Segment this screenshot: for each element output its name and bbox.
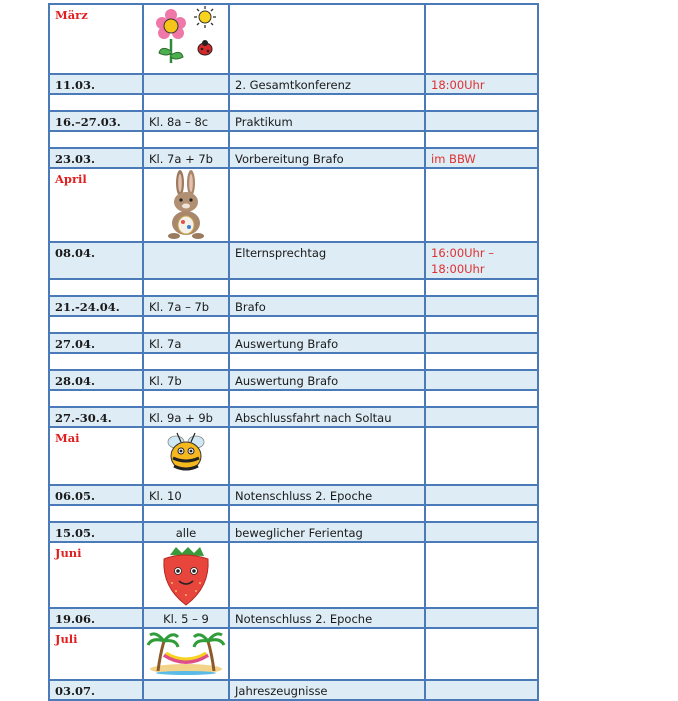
empty-cell (229, 316, 425, 333)
empty-cell (425, 390, 538, 407)
empty-cell (425, 168, 538, 242)
month-illustration (143, 628, 229, 680)
month-row (49, 628, 538, 680)
empty-cell (425, 4, 538, 74)
empty-cell (229, 279, 425, 296)
event-note (425, 485, 538, 505)
empty-cell (143, 279, 229, 296)
event-description: Notenschluss 2. Epoche (229, 608, 425, 628)
empty-cell (229, 353, 425, 370)
event-note (425, 111, 538, 131)
event-note: 16:00Uhr – 18:00Uhr (425, 242, 538, 279)
event-class: Kl. 7a + 7b (143, 148, 229, 168)
event-row (49, 74, 538, 94)
spacer-row (49, 505, 538, 522)
event-date: 15.05. (49, 522, 143, 542)
event-row (49, 111, 538, 131)
event-date: 06.05. (49, 485, 143, 505)
empty-cell (229, 542, 425, 608)
empty-cell (425, 279, 538, 296)
event-class: Kl. 7a – 7b (143, 296, 229, 316)
event-description: Jahreszeugnisse (229, 680, 425, 700)
event-class: Kl. 8a – 8c (143, 111, 229, 131)
event-row (49, 296, 538, 316)
spacer-row (49, 279, 538, 296)
month-label: Juni (49, 542, 143, 608)
event-note (425, 608, 538, 628)
event-class: Kl. 9a + 9b (143, 407, 229, 427)
event-description: Vorbereitung Brafo (229, 148, 425, 168)
event-row (49, 608, 538, 628)
event-class (143, 74, 229, 94)
month-label: Juli (49, 628, 143, 680)
month-label: März (49, 4, 143, 74)
event-date: 23.03. (49, 148, 143, 168)
event-row (49, 370, 538, 390)
empty-cell (425, 316, 538, 333)
empty-cell (49, 505, 143, 522)
event-description: Auswertung Brafo (229, 370, 425, 390)
event-note (425, 296, 538, 316)
event-date: 27.-30.4. (49, 407, 143, 427)
event-note: 18:00Uhr (425, 74, 538, 94)
empty-cell (425, 628, 538, 680)
month-illustration (143, 542, 229, 608)
event-class: alle (143, 522, 229, 542)
month-row (49, 542, 538, 608)
empty-cell (143, 131, 229, 148)
event-row (49, 680, 538, 700)
event-description: Notenschluss 2. Epoche (229, 485, 425, 505)
event-note (425, 680, 538, 700)
empty-cell (49, 279, 143, 296)
empty-cell (143, 505, 229, 522)
event-note (425, 407, 538, 427)
strawberry-icon (156, 543, 216, 607)
empty-cell (49, 131, 143, 148)
event-date: 16.–27.03. (49, 111, 143, 131)
event-date: 21.-24.04. (49, 296, 143, 316)
empty-cell (425, 94, 538, 111)
empty-cell (49, 316, 143, 333)
empty-cell (229, 390, 425, 407)
empty-cell (425, 542, 538, 608)
month-row (49, 427, 538, 485)
event-row (49, 148, 538, 168)
event-description: Brafo (229, 296, 425, 316)
empty-cell (229, 628, 425, 680)
event-class (143, 680, 229, 700)
event-note: im BBW (425, 148, 538, 168)
empty-cell (143, 94, 229, 111)
flower-sun-ladybug-icon (151, 5, 221, 67)
month-row (49, 168, 538, 242)
event-date: 27.04. (49, 333, 143, 353)
empty-cell (229, 4, 425, 74)
event-row (49, 333, 538, 353)
empty-cell (229, 131, 425, 148)
event-description: beweglicher Ferientag (229, 522, 425, 542)
empty-cell (143, 353, 229, 370)
event-row (49, 242, 538, 279)
month-illustration (143, 4, 229, 74)
empty-cell (143, 390, 229, 407)
event-date: 28.04. (49, 370, 143, 390)
event-date: 03.07. (49, 680, 143, 700)
month-row (49, 4, 538, 74)
event-note (425, 333, 538, 353)
empty-cell (49, 390, 143, 407)
event-row (49, 485, 538, 505)
event-class: Kl. 5 – 9 (143, 608, 229, 628)
event-date: 08.04. (49, 242, 143, 279)
event-date: 11.03. (49, 74, 143, 94)
spacer-row (49, 390, 538, 407)
event-note (425, 370, 538, 390)
event-row (49, 407, 538, 427)
empty-cell (229, 94, 425, 111)
event-row (49, 522, 538, 542)
empty-cell (229, 427, 425, 485)
month-illustration (143, 427, 229, 485)
empty-cell (143, 316, 229, 333)
empty-cell (425, 353, 538, 370)
easter-bunny-icon (158, 169, 214, 241)
empty-cell (49, 353, 143, 370)
month-illustration (143, 168, 229, 242)
month-label: April (49, 168, 143, 242)
spacer-row (49, 131, 538, 148)
event-description: Praktikum (229, 111, 425, 131)
event-class (143, 242, 229, 279)
empty-cell (229, 505, 425, 522)
empty-cell (49, 94, 143, 111)
event-description: Elternsprechtag (229, 242, 425, 279)
event-class: Kl. 7b (143, 370, 229, 390)
event-description: Auswertung Brafo (229, 333, 425, 353)
event-date: 19.06. (49, 608, 143, 628)
calendar-table (48, 3, 539, 701)
event-description: 2. Gesamtkonferenz (229, 74, 425, 94)
event-description: Abschlussfahrt nach Soltau (229, 407, 425, 427)
spacer-row (49, 353, 538, 370)
bee-icon (164, 428, 208, 478)
palm-hammock-icon (146, 629, 226, 679)
empty-cell (425, 505, 538, 522)
month-label: Mai (49, 427, 143, 485)
empty-cell (229, 168, 425, 242)
empty-cell (425, 427, 538, 485)
spacer-row (49, 94, 538, 111)
event-class: Kl. 10 (143, 485, 229, 505)
event-note (425, 522, 538, 542)
empty-cell (425, 131, 538, 148)
spacer-row (49, 316, 538, 333)
event-class: Kl. 7a (143, 333, 229, 353)
